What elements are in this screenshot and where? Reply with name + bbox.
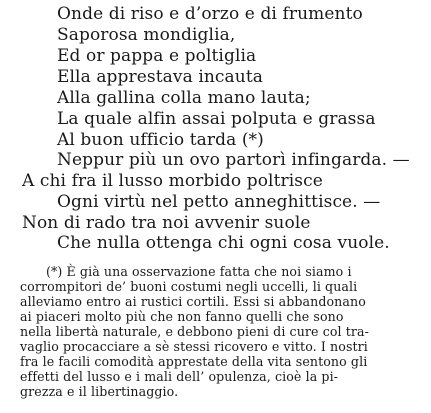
footnote-line: alleviamo entro ai rustici cortili. Essi si abbandonano (20, 294, 366, 309)
footnote-line: grezza e il libertinaggio. (20, 384, 179, 399)
footnote-line: effetti del lusso e i mali dell’ opulenza, cioè la pi- (20, 369, 339, 384)
poem-line: A chi fra il lusso morbido poltrisce (22, 171, 323, 191)
poem-line: Neppur più un ovo partorì infingarda. — (57, 150, 410, 170)
footnote-line: nella libertà naturale, e debbono pieni di cure col tra- (20, 324, 370, 339)
footnote-line: fra le facili comodità apprestate della vita sentono gli (20, 354, 368, 369)
footnote-line: (*) È già una osservazione fatta che noi siamo i (46, 264, 352, 279)
footnote-line: ai piaceri molto più che non fanno quelli che sono (20, 309, 344, 324)
poem-line: Ed or pappa e poltiglia (57, 46, 257, 66)
footnote-line: vaglio procacciare a sè stessi ricovero e vitto. I nostri (20, 339, 368, 354)
poem-line: Onde di riso e d’orzo e di frumento (57, 4, 363, 24)
poem-line: Ella apprestava incauta (57, 67, 264, 87)
poem-line: Al buon ufficio tarda (*) (57, 130, 264, 150)
poem-line: Ogni virtù nel petto anneghittisce. — (57, 192, 381, 212)
poem-line: La quale alfin assai polputa e grassa (57, 109, 376, 129)
footnote-line: corrompitori de’ buoni costumi negli uccelli, li quali (20, 279, 358, 294)
poem-line: Non di rado tra noi avvenir suole (22, 213, 311, 233)
poem-line: Alla gallina colla mano lauta; (57, 88, 311, 108)
poem-line: Saporosa mondiglia, (57, 25, 236, 45)
poem-line: Che nulla ottenga chi ogni cosa vuole. (57, 233, 390, 253)
